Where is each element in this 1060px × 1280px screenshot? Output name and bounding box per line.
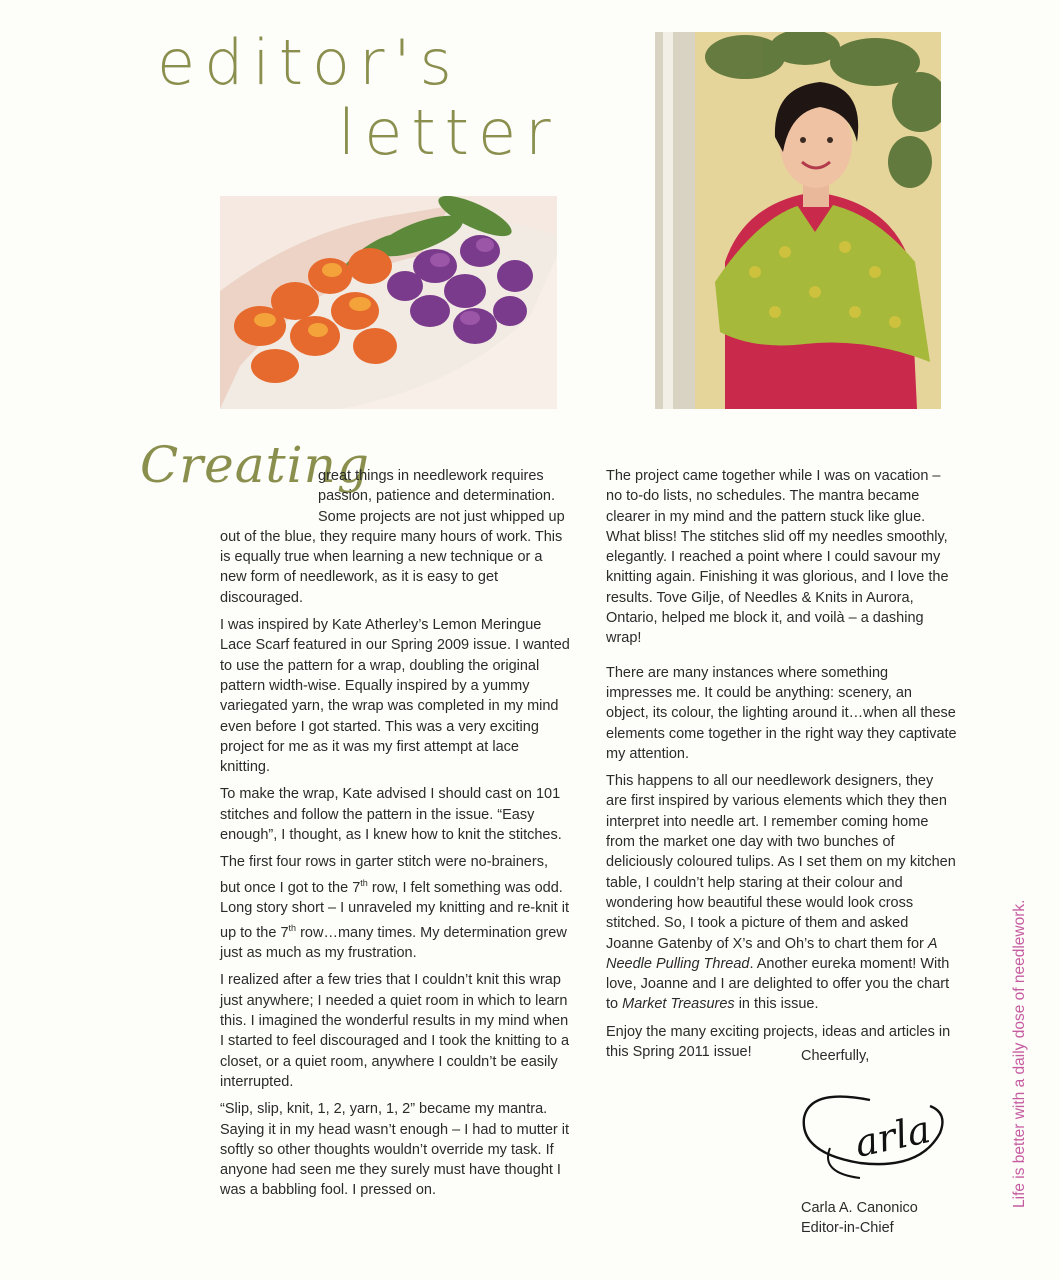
paragraph: I realized after a few tries that I couldn’t knit this wrap just anywhere; I needed a quiet room in which to learn this. I imagined the wonderful results in my mind when I started to feel discouraged and I took the knitting to a closet, or a quiet room, anywhere I couldn’t be easily interrupted. bbox=[220, 972, 570, 1090]
text-run: The first four rows in garter stitch were no-brainers, but once I got to the 7 bbox=[220, 854, 548, 896]
paragraph: The project came together while I was on vacation – no to-do lists, no schedules. The mantra became clearer in my mind and the pattern stuck like glue. What bliss! The stitches slid off my needles smoothly, elegantly. I reached a point where I could savour my knitting again. Finishing it was glorious, and I love the results. Tove Gilje, of Needles & Knits in Aurora, Ontario, helped me block it, and voilà – a dashing wrap! bbox=[606, 468, 949, 647]
text-run: This happens to all our needlework designers, they are first inspired by various elements which they then interpret into needle art. I remember coming home from the market one day with two bunches of deliciously coloured tulips. As I set them on my kitchen table, I couldn’t help staring at their colour and wondering how beautiful these would look cross stitched. So, I took a picture of them and asked Joanne Gatenby of X’s and Oh’s to chart them for bbox=[606, 773, 956, 952]
paragraph: I was inspired by Kate Atherley’s Lemon Meringue Lace Scarf featured in our Spring 2009 issue. I wanted to use the pattern for a wrap, doubling the original pattern width-wise. Equally inspired by a yummy variegated yarn, the wrap was completed in my mind even before I got started. This was a very exciting project for me as it was my first attempt at lace knitting. bbox=[220, 617, 570, 776]
drop-word-spacer bbox=[220, 466, 318, 524]
text-run: row…many times. My determination grew just as much as my frustration. bbox=[220, 924, 567, 962]
closing-salutation: Cheerfully, bbox=[801, 1048, 870, 1064]
svg-text:arla: arla bbox=[850, 1107, 935, 1166]
paragraph: “Slip, slip, knit, 1, 2, yarn, 1, 2” became my mantra. Saying it in my head wasn’t enough – I had to mutter it softly so other thoughts wouldn’t override my task. If anyone had seen me they surely must have thought I was a babbling fool. I pressed on. bbox=[220, 1101, 570, 1199]
title-line-2: letter bbox=[338, 96, 560, 169]
paragraph bbox=[606, 771, 958, 1015]
paragraph: Enjoy the many exciting projects, ideas and articles in this Spring 2011 issue! bbox=[606, 1023, 951, 1061]
paragraph: To make the wrap, Kate advised I should cast on 101 stitches and follow the pattern in the issue. “Easy enough”, I thought, as I knew how to knit the stitches. bbox=[220, 786, 562, 844]
editor-portrait-photo bbox=[655, 32, 941, 409]
sidebar-tagline: Life is better with a daily dose of needlework. bbox=[1011, 899, 1028, 1208]
signer-block bbox=[801, 1198, 918, 1238]
paragraph: There are many instances where something impresses me. It could be anything: scenery, an object, its colour, the lighting around it…when all these elements come together in the right way they captivate my attention. bbox=[606, 664, 957, 762]
title-line-1: editor's bbox=[157, 26, 461, 99]
text-run: . Another eureka moment! With love, Joanne and I are delighted to offer you the chart to bbox=[606, 955, 950, 1013]
handwritten-signature bbox=[800, 1078, 950, 1188]
letter-column-right bbox=[606, 466, 958, 1069]
text-run: in this issue. bbox=[734, 996, 819, 1013]
text-run: row, I felt something was odd. Long story short – I unraveled my knitting and re-knit it up to the 7 bbox=[220, 879, 569, 941]
drop-cap-word: Creating bbox=[140, 436, 370, 494]
letter-column-left bbox=[220, 466, 572, 1208]
superscript: th bbox=[360, 877, 368, 888]
signer-title: Editor-in-Chief bbox=[801, 1220, 894, 1236]
italic-title: A Needle Pulling Thread bbox=[606, 935, 938, 972]
italic-title: Market Treasures bbox=[622, 996, 735, 1013]
paragraph: great things in needlework requires passion, patience and determination. Some projects are not just whipped up out of the blue, they require many hours of work. This is equally true when learning a new technique or a new form of needlework, as it is easy to get discouraged. bbox=[220, 468, 565, 606]
signer-name: Carla A. Canonico bbox=[801, 1200, 918, 1216]
paragraph bbox=[220, 852, 572, 963]
tulips-photo bbox=[220, 196, 557, 409]
superscript: th bbox=[288, 923, 297, 934]
